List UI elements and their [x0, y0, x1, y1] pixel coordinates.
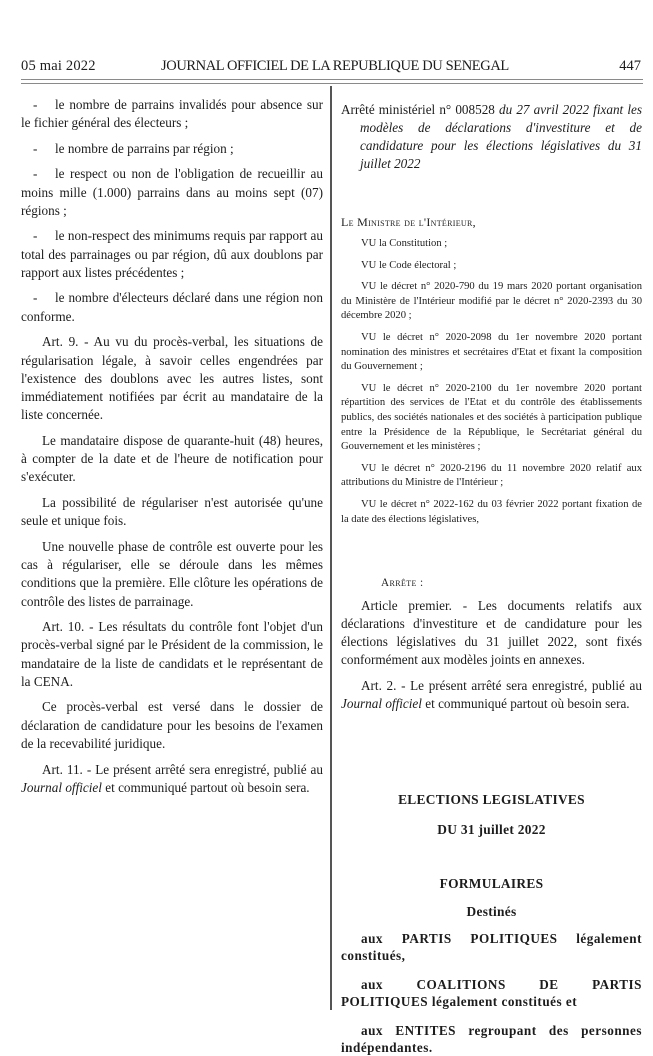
- article-2: [341, 677, 642, 713]
- arrete-number: Arrêté ministériel n° 008528: [341, 102, 500, 117]
- visa-item: VU le Code électoral ;: [361, 259, 457, 271]
- arrete-label: Arrête :: [381, 577, 424, 590]
- paragraph-proces-verbal: Ce procès-verbal est versé dans le dossier de déclaration de candidature pour les besoins de l'examen de la recevabilité juridique.: [21, 699, 323, 752]
- article-10: Art. 10. - Les résultats du contrôle font l'objet d'un procès-verbal signé par le Président de la commission, le mandataire de la liste de candidats et le représentant de la CENA.: [21, 619, 323, 689]
- right-column: [341, 101, 642, 1056]
- header-rule-bottom: [21, 83, 643, 84]
- visa-item: VU le décret n° 2020-790 du 19 mars 2020 portant organisation du Ministère de l'Intérieur modifié par le décret n° 2020-2393 du 30 décembre 2020 ;: [341, 281, 642, 322]
- recipient-item: aux COALITIONS DE PARTIS POLITIQUES légalement constitués et: [341, 977, 642, 1010]
- paragraph-nouvelle-phase: Une nouvelle phase de contrôle est ouverte pour les cas à régulariser, elle se déroule dans les mêmes conditions que la première. Elle clôture les opérations de contrôle des listes de parrainage.: [21, 538, 323, 609]
- elections-title: ELECTIONS LEGISLATIVES: [398, 792, 585, 808]
- bullet-item: [21, 96, 323, 133]
- elections-date: DU 31 juillet 2022: [437, 822, 546, 838]
- dash-marker: -: [33, 140, 38, 156]
- bullet-text: le non-respect des minimums requis par rapport au total des parrainages ou par région, dû aux doublons par rapport aux listes précédentes ;: [21, 228, 323, 280]
- paragraph-mandataire: Le mandataire dispose de quarante-huit (48) heures, à compter de la date et de l'heure de notification pour s'exécuter.: [21, 432, 323, 485]
- bullet-text: le nombre de parrains invalidés pour absence sur le fichier général des électeurs ;: [21, 97, 323, 131]
- bullet-text: le respect ou non de l'obligation de recueillir au moins mille (1.000) parrains dans au moins sept (07) régions ;: [21, 166, 323, 218]
- journal-officiel-ref: Journal officiel: [21, 779, 102, 795]
- page-header: [21, 58, 641, 78]
- article-11-text-end: et communiqué partout où besoin sera.: [101, 779, 310, 795]
- dash-marker: -: [33, 166, 38, 182]
- dash-marker: -: [33, 290, 38, 306]
- dash-marker: -: [33, 97, 38, 112]
- ministre-heading: Le Ministre de l'Intérieur,: [341, 215, 476, 229]
- destines-heading: Destinés: [466, 904, 517, 920]
- visa-item: VU le décret n° 2022-162 du 03 février 2022 portant fixation de la date des élections législatives,: [341, 498, 642, 525]
- left-column: [21, 96, 323, 804]
- visa-item: VU la Constitution ;: [361, 238, 448, 249]
- bullet-text: le nombre d'électeurs déclaré dans une région non conforme.: [21, 290, 323, 324]
- bullet-item: [21, 165, 323, 220]
- page-number: 447: [619, 58, 641, 74]
- article-11: [21, 761, 323, 798]
- arrete-subject: du 27 avril 2022 fixant les modèles de déclarations d'investiture et de candidature pour les élections législatives du 31 juillet 2022: [360, 102, 642, 171]
- header-rule-top: [21, 79, 643, 80]
- article-premier: Article premier. - Les documents relatifs aux déclarations d'investiture et de candidature pour les élections législatives du 31 juillet 2022, sont fixés conformément aux modèles joints en annexes.: [341, 598, 642, 668]
- arrete-title: [341, 101, 642, 173]
- recipient-item: aux PARTIS POLITIQUES légalement constitués,: [341, 931, 642, 964]
- dash-marker: -: [33, 228, 38, 244]
- bullet-item: [21, 140, 323, 158]
- article-9: Art. 9. - Au vu du procès-verbal, les situations de régularisation légale, à savoir celles engendrées par l'existence des doublons avec les autres listes, sont immédiatement notifiées par écrit au mandataire de la liste concernée.: [21, 334, 323, 423]
- recipient-item: aux ENTITES regroupant des personnes indépendantes.: [341, 1023, 642, 1056]
- visa-item: VU le décret n° 2020-2098 du 1er novembre 2020 portant nomination des ministres et secrétaires d'Etat et fixant la composition du Gouvernement ;: [341, 331, 642, 373]
- bullet-text: le nombre de parrains par région ;: [55, 140, 234, 156]
- paragraph-possibilite: La possibilité de régulariser n'est autorisée qu'une seule et unique fois.: [21, 494, 323, 529]
- visa-item: VU le décret n° 2020-2196 du 11 novembre 2020 relatif aux attributions du Ministre de l'Intérieur ;: [341, 462, 642, 489]
- article-11-text: Art. 11. - Le présent arrêté sera enregistré, publié au: [42, 761, 323, 777]
- column-divider: [330, 86, 332, 1010]
- header-date: 05 mai 2022: [21, 58, 96, 74]
- visa-item: VU le décret n° 2020-2100 du 1er novembre 2020 portant répartition des services de l'Etat et du contrôle des établissements publics, des sociétés nationales et des sociétés à participation publique entre la Présidence de la République, le Secrétariat général du Gouvernement et les ministères ;: [341, 382, 642, 453]
- journal-title: JOURNAL OFFICIEL DE LA REPUBLIQUE DU SENEGAL: [161, 58, 509, 74]
- journal-officiel-ref: Journal officiel: [341, 696, 422, 712]
- article-2-text-end: et communiqué partout où besoin sera.: [421, 696, 630, 712]
- formulaires-heading: FORMULAIRES: [439, 876, 544, 892]
- bullet-item: [21, 289, 323, 326]
- bullet-item: [21, 227, 323, 282]
- article-2-text: Art. 2. - Le présent arrêté sera enregistré, publié au: [361, 678, 642, 694]
